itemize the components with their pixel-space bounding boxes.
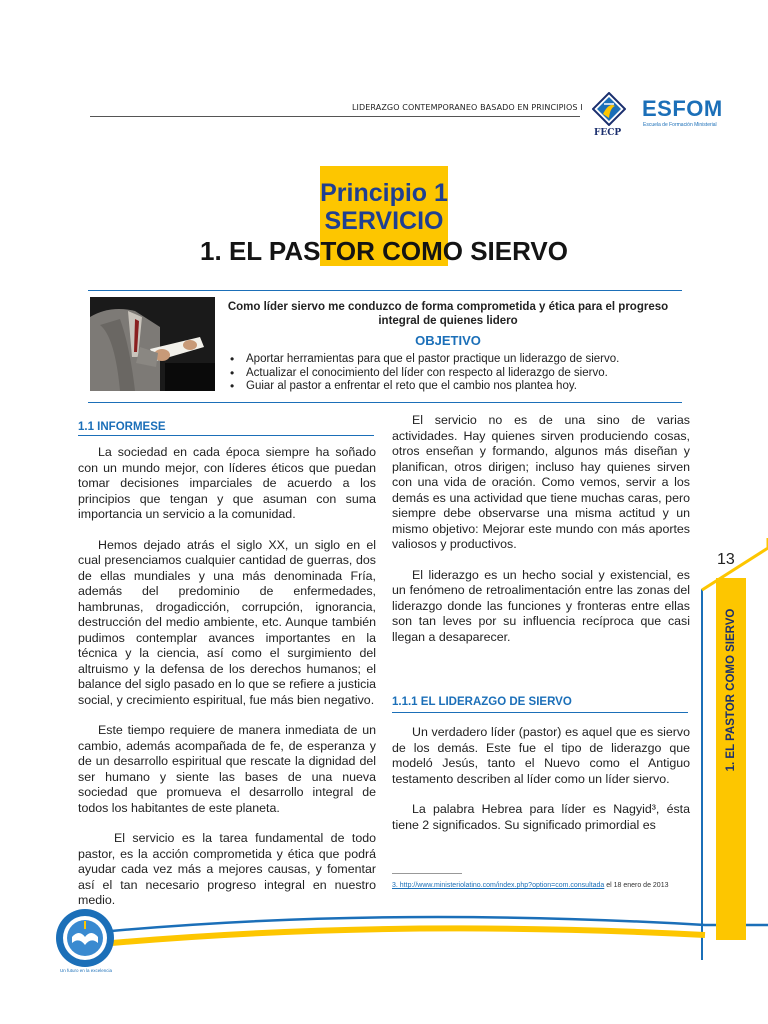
chapter-heading: 1. EL PASTOR COMO SIERVO [200,236,568,266]
fecp-logo-text: FECP [594,128,622,138]
institution-seal-icon [54,907,116,969]
footnote-text: el 18 enero de 2013 [604,882,669,889]
subsection-heading-rule [392,712,688,713]
body-paragraph: La sociedad en cada época siempre ha soñado con un mundo mejor, con líderes éticos que puedan tomar decisiones imparciales de acuerdo a los principios que tengan y que asuman con suma importancia un servicio a la comunidad. [78,445,376,521]
body-paragraph: La palabra Hebrea para líder es Nagyid³, ésta tiene 2 significados. Su significado primordial es [392,802,690,832]
seal-caption: Un futuro en la excelencia [60,968,113,973]
bottom-swoosh-yellow [90,928,705,945]
fecp-logo-icon [592,92,626,126]
speaker-photo [90,297,215,391]
esfom-logo-subtitle: Escuela de Formación Ministerial [643,122,717,128]
intro-top-rule [88,290,682,291]
body-paragraph: El servicio no es de una sino de varias actividades. Hay quienes sirven produciendo cosas, otros enseñan y formando, algunos más diseñan y planifican, otros dirigen; incluso hay quienes sirven con una vida de oración. Como vemos, servir a los demás es una actividad que tiene muchas caras, pero siempre debe observarse una misma actitud y un mismo objetivo: Mejorar este mundo con más aportes valiosos y productivos. [392,413,690,551]
footnote [392,877,690,894]
objective-item: • Actualizar el conocimiento del líder con respecto al liderazgo de siervo. [230,367,670,381]
objective-heading: OBJETIVO [415,333,481,348]
footnote-link[interactable]: 3. http://www.ministeriolatino.com/index.php?option=com.consultada [392,882,605,889]
objective-item: • Guiar al pastor a enfrentar el reto que el cambio nos plantea hoy. [230,380,670,394]
intro-bottom-rule [88,402,682,403]
body-paragraph: Hemos dejado atrás el siglo XX, un siglo en el cual presenciamos cualquier cantidad de guerras, dos de ellas mundiales y una más denominada Fría, además del predominio de enfermedades, hambrunas, drogadicción, corrupción, ignorancia, destrucción del medio ambiente, etc. Aunque también pudimos contemplar avances importantes en la técnica y la ciencia, así como el surgimiento del altruismo y la defensa de los derechos humanos; el balance del siglo pasado en lo que se refiere a justicia social, y crecimiento espiritual, fue más bien negativo. [78,537,376,707]
footnote-rule [392,873,462,874]
subsection-heading-liderazgo: 1.1.1 EL LIDERAZGO DE SIERVO [392,696,572,708]
objective-list [230,353,670,394]
objective-item: • Aportar herramientas para que el pastor practique un liderazgo de siervo. [230,353,670,367]
body-paragraph: Este tiempo requiere de manera inmediata de un cambio, además acompañada de fe, de esperanza y de un desarrollo espiritual que rescate la dignidad del ser humano y siente las bases de una nueva sociedad que promueva el desarrollo integral de todos los habitantes de este planeta. [78,723,376,815]
section-heading-informese: 1.1 INFORMESE [78,421,166,433]
principle-subtitle: SERVICIO [324,207,444,235]
page-number: 13 [717,551,735,568]
bottom-fill [0,993,768,1024]
intro-statement: Como líder siervo me conduzco de forma comprometida y ética para el progreso integral de quienes lidero [227,301,669,327]
header-rule [90,116,580,117]
body-paragraph: El liderazgo es un hecho social y existencial, es un fenómeno de retroalimentación entre las zonas del liderazgo donde las funciones y fronteras entre ellas son tan leves por su influencia recíproca que casi llegan a desaparecer. [392,567,690,644]
left-column [78,445,376,924]
body-paragraph: El servicio es la tarea fundamental de todo pastor, es la acción comprometida y ética que podrá ayudar cada vez más a mejores causas, y fomentar así el tan necesario progreso integral en nuestro medio. [78,831,376,907]
principle-title: Principio 1 [320,179,448,207]
right-column [392,413,690,660]
section-heading-rule [78,435,374,436]
running-title: LIDERAZGO CONTEMPORANEO BASADO EN PRINCIPIOS I [352,103,583,112]
right-column-bottom [392,725,690,848]
body-paragraph: Un verdadero líder (pastor) es aquel que es siervo de los demás. Este fue el tipo de liderazgo que modeló Jesús, tanto el Nuevo como el Antiguo testamento describen al líder como un líder siervo. [392,725,690,786]
esfom-logo-text: ESFOM [642,96,723,121]
side-chapter-label: 1. EL PASTOR COMO SIERVO [725,608,737,772]
